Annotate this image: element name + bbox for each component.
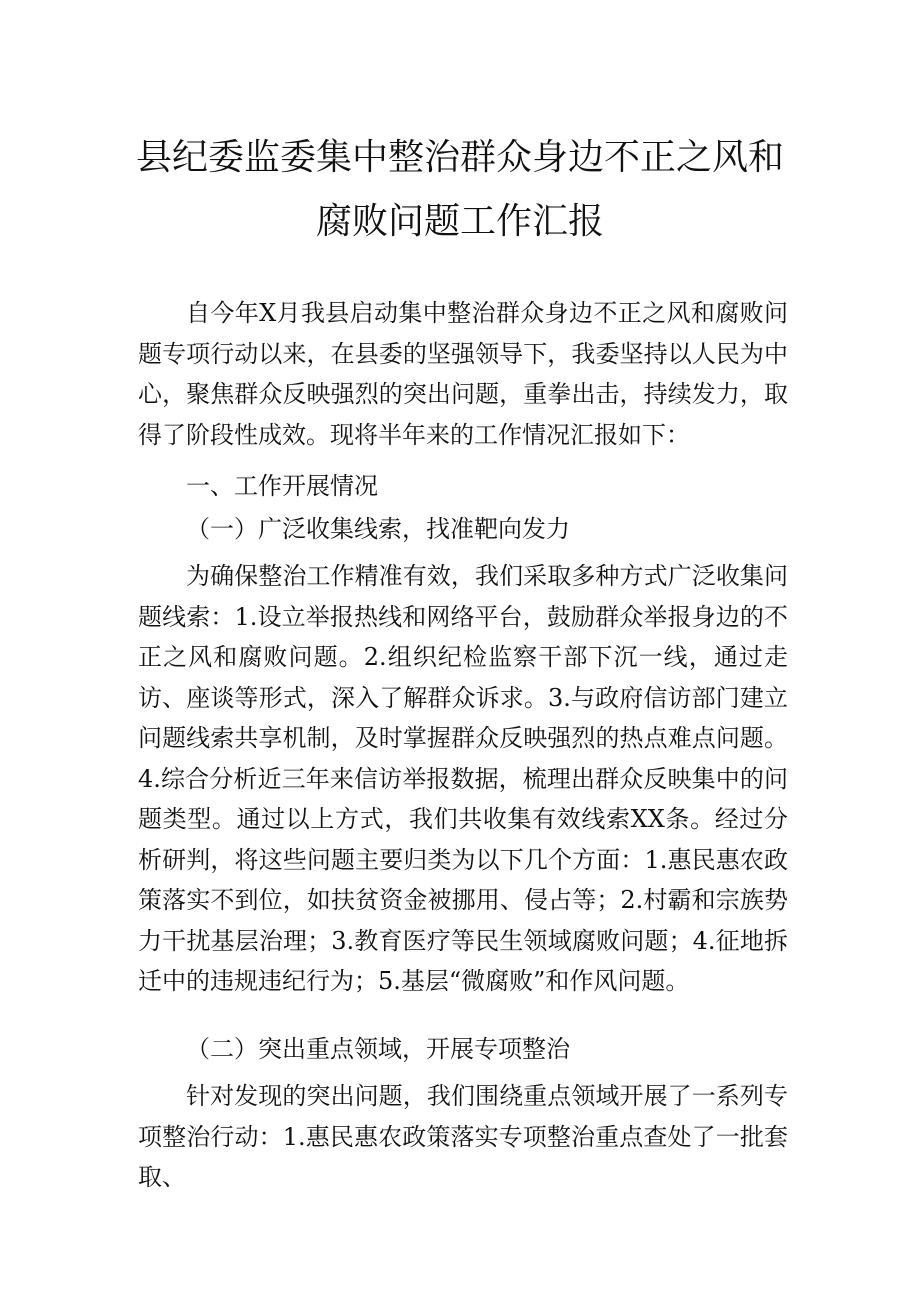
subsection-heading-collect-clues: （一）广泛收集线索，找准靶向发力 <box>186 515 570 543</box>
document-title-line-1: 县纪委监委集中整治群众身边不正之风和 <box>135 137 784 178</box>
subsection-heading-special-rectification: （二）突出重点领域，开展专项整治 <box>186 1035 570 1063</box>
document-title-line-2: 腐败问题工作汇报 <box>315 201 604 242</box>
intro-paragraph: 自今年X月我县启动集中整治群众身边不正之风和腐败问题专项行动以来，在县委的坚强领导下，我委坚持以人民为中心，聚焦群众反映强烈的突出问题，重拳出击，持续发力，取得了阶段性成效。现将半年来的工作情况汇报如下： <box>138 299 788 449</box>
special-rectification-paragraph: 针对发现的突出问题，我们围绕重点领域开展了一系列专项整治行动：1.惠民惠农政策落实专项整治重点查处了一批套取、 <box>138 1082 788 1191</box>
collect-clues-paragraph: 为确保整治工作精准有效，我们采取多种方式广泛收集问题线索：1.设立举报热线和网络平台，鼓励群众举报身边的不正之风和腐败问题。2.组织纪检监察干部下沉一线，通过走访、座谈等形式，深入了解群众诉求。3.与政府信访部门建立问题线索共享机制，及时掌握群众反映强烈的热点难点问题。4.综合分析近三年来信访举报数据，梳理出群众反映集中的问题类型。通过以上方式，我们共收集有效线索XX条。经过分析研判，将这些问题主要归类为以下几个方面：1.惠民惠农政策落实不到位，如扶贫资金被挪用、侵占等；2.村霸和宗族势力干扰基层治理；3.教育医疗等民生领域腐败问题；4.征地拆迁中的违规违纪行为；5.基层“微腐败”和作风问题。 <box>138 562 788 995</box>
section-heading-work-progress: 一、工作开展情况 <box>186 472 378 500</box>
